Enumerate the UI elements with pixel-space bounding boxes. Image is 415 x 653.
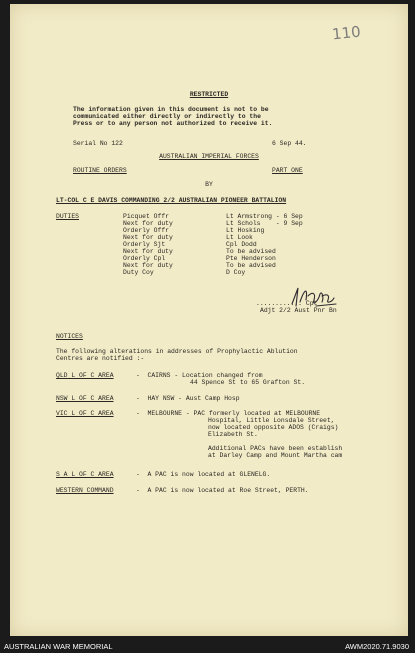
duty-role: Orderly Offr	[123, 227, 170, 234]
notice-line-1: The information given in this document is not to be	[73, 106, 269, 113]
notice-text-extra: Additional PACs have been establish	[208, 445, 343, 452]
duty-name: Pte Henderson	[226, 255, 276, 262]
duty-name: To be advised	[226, 262, 276, 269]
notice-text: - A PAC is now located at GLENELG.	[136, 471, 271, 478]
notice-area: VIC L OF C AREA	[56, 410, 114, 417]
notice-text: - HAY NSW - Aust Camp Hosp	[136, 395, 240, 402]
notice-text: - MELBOURNE - PAC formerly located at MELBOURNE	[136, 410, 321, 417]
archive-id: AWM2020.71.9030	[345, 642, 409, 651]
duty-role: Orderly Sjt	[123, 241, 166, 248]
notice-text-extra: now located opposite ADOS (Craigs)	[208, 424, 339, 431]
duty-name: Lt Look	[226, 234, 253, 241]
archive-name: AUSTRALIAN WAR MEMORIAL	[4, 642, 113, 651]
duty-role: Orderly Cpl	[123, 255, 166, 262]
notice-text-extra: Hospital, Little Lonsdale Street,	[208, 417, 335, 424]
signature-adjt-line: Adjt 2/2 Aust Pnr Bn	[260, 307, 337, 314]
document-page	[10, 4, 408, 636]
duty-name: Lt Hosking	[226, 227, 265, 234]
duty-name: To be advised	[226, 248, 276, 255]
notice-area: S A L OF C AREA	[56, 471, 114, 478]
notice-text: - CAIRNS - Location changed from	[136, 372, 263, 379]
notices-intro-2: Centres are notified :-	[56, 355, 145, 362]
notice-area: QLD L OF C AREA	[56, 372, 114, 379]
notice-text-extra: Elizabeth St.	[208, 431, 258, 438]
notices-intro-1: The following alterations in addresses of Prophylactic Ablution	[56, 348, 298, 355]
signature-capt-line: ............ Cpt	[256, 300, 318, 307]
duty-name: Cpl Dodd	[226, 241, 257, 248]
duty-name: D Coy	[226, 269, 246, 276]
notice-area: WESTERN COMMAND	[56, 487, 114, 494]
duty-role: Next for duty	[123, 262, 173, 269]
notice-text-extra: at Darley Camp and Mount Martha cam	[208, 452, 343, 459]
restricted-heading: RESTRICTED	[189, 91, 229, 98]
duties-heading: DUTIES	[56, 213, 80, 220]
notice-line-2: communicated either directly or indirectly to the	[73, 113, 261, 120]
notice-text-extra: 44 Spence St to 65 Grafton St.	[190, 379, 306, 386]
duty-role: Next for duty	[123, 220, 173, 227]
by-line: BY	[205, 181, 213, 188]
force-heading: AUSTRALIAN IMPERIAL FORCES	[159, 153, 259, 160]
commander-line: LT-COL C E DAVIS COMMANDING 2/2 AUSTRALIAN PIONEER BATTALION	[56, 197, 287, 204]
pencil-annotation: 110	[331, 22, 362, 44]
notice-text: - A PAC is now located at Roe Street, PERTH.	[136, 487, 309, 494]
duty-role: Picquet Offr	[123, 213, 170, 220]
archive-footer	[0, 640, 415, 653]
document-date: 6 Sep 44.	[272, 140, 307, 147]
duty-name: Lt Schols - 9 Sep	[226, 220, 303, 227]
notice-line-3: Press or to any person not authorized to receive it.	[73, 120, 273, 127]
notice-area: NSW L OF C AREA	[56, 395, 114, 402]
duty-role: Next for duty	[123, 234, 173, 241]
duty-role: Duty Coy	[123, 269, 154, 276]
part-heading: PART ONE	[272, 167, 303, 174]
duty-role: Next for duty	[123, 248, 173, 255]
routine-orders-heading: ROUTINE ORDERS	[73, 167, 127, 174]
duty-name: Lt Armstrong - 6 Sep	[226, 213, 303, 220]
notices-heading: NOTICES	[56, 333, 83, 340]
serial-number: Serial No 122	[73, 140, 123, 147]
